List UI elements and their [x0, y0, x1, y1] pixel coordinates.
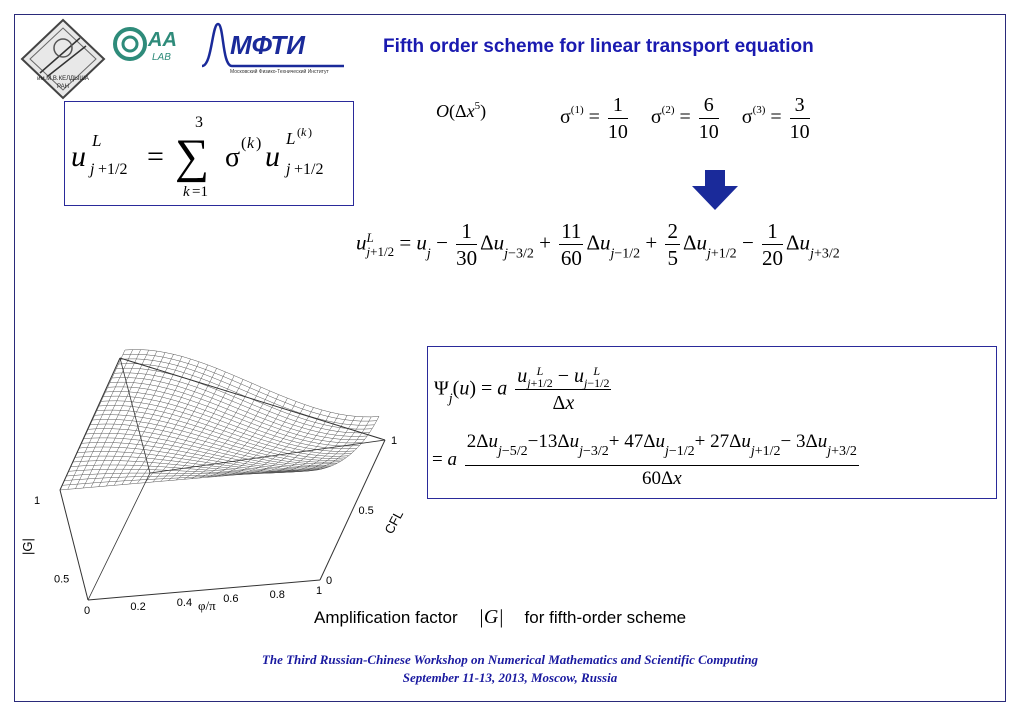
- svg-text:k: k: [247, 135, 255, 152]
- svg-text:k: k: [301, 125, 307, 139]
- x-tick-label: 1: [316, 585, 323, 597]
- caption-symbol: |G|: [478, 606, 504, 628]
- mesh-line: [161, 376, 235, 482]
- svg-text:=1: =1: [192, 184, 208, 200]
- aa-logo-sub: LAB: [152, 52, 171, 63]
- y-tick-labels: [326, 435, 397, 587]
- reconstruction-formula: uL $j+1/2 = u_j$ − $\frac{1}{30}$ $\Delta u_{j-3/2}$ + $\frac{11}{60}$ $\Delta u_{j-1/2}$ + $\frac{2}{5}$ $\Delta u_{j+1/2}$ − $\frac{1}{20}$ $\Delta u_{j+3/2}$: [356, 219, 840, 270]
- sigma-2: $\sigma^{(2)}$ = $\frac{6}{10}$: [650, 94, 719, 143]
- order-formula: $O(\Delta x^5)$: [436, 100, 487, 121]
- svg-text:=: =: [147, 140, 164, 173]
- mesh-line: [110, 382, 362, 443]
- mesh-line: [125, 350, 379, 417]
- svg-text:РАН: РАН: [57, 84, 69, 90]
- psi-line-1: $\Psi_j(u) = a$ u L j+1/2 − u L j−1/2 Δx: [434, 364, 610, 415]
- svg-text:L: L: [286, 129, 296, 148]
- x-tick-label: 0.6: [223, 593, 239, 605]
- sum-definition-formula: [65, 102, 353, 205]
- mesh-line: [112, 378, 365, 440]
- x-tick-label: 0: [84, 605, 91, 617]
- mesh-line: [153, 372, 226, 482]
- axis-cfl-line: [320, 440, 385, 580]
- surface-mesh: [60, 350, 379, 490]
- z-tick-label: 0.5: [54, 573, 70, 586]
- plot-caption: [314, 606, 686, 629]
- axis-phi-line: [88, 580, 323, 600]
- footer-line-2: September 11-13, 2013, Moscow, Russia: [402, 670, 618, 685]
- mesh-line: [108, 387, 360, 446]
- page-title: Fifth order scheme for linear transport equation: [383, 36, 814, 57]
- svg-text:j: j: [286, 161, 291, 178]
- footer-line-1: The Third Russian-Chinese Workshop on Numerical Mathematics and Scientific Computing: [261, 652, 759, 667]
- y-tick-label: 1: [391, 435, 398, 447]
- mesh-line: [199, 395, 278, 478]
- svg-text:σ: σ: [225, 142, 241, 173]
- x-axis-label: φ/π: [198, 598, 216, 613]
- caption-suffix: for fifth-order scheme: [524, 608, 687, 627]
- box-edge: [88, 473, 150, 600]
- svg-text:): ): [308, 125, 312, 139]
- amplification-surface-plot: [20, 340, 420, 625]
- svg-text:+1/2: +1/2: [294, 161, 324, 178]
- y-tick-label: 0: [326, 575, 333, 587]
- mipt-logo-text: МФТИ: [230, 30, 305, 60]
- y-tick-label: 0.5: [358, 505, 374, 517]
- sum-definition-box: [64, 101, 354, 206]
- sigma-1: $\sigma^{(1)}$ = $\frac{1}{10}$: [560, 94, 628, 143]
- sigma-3: $\sigma^{(3)}$ = $\frac{3}{10}$: [741, 94, 810, 143]
- svg-text:L: L: [92, 131, 102, 150]
- mesh-line: [269, 416, 356, 472]
- aa-logo-text: AA: [148, 29, 177, 51]
- mesh-line: [121, 359, 375, 425]
- psi-line-2: = a $\frac{2\Delta u_{j-5/2}-13\Delta u_{j-3/2}+ 47\Delta u_{j-1/2}+ 27\Delta u_{j+1/2}- 3\Delta u_{j+3/2}}{60\Delta x}$: [432, 431, 857, 489]
- box-edge: [120, 358, 385, 440]
- z-tick-label: 1: [34, 495, 41, 507]
- mipt-logo: [198, 20, 348, 74]
- down-arrow-icon: [692, 170, 738, 215]
- y-axis-label: CFL: [381, 507, 407, 537]
- svg-text:(: (: [241, 135, 247, 152]
- mipt-logo-sub: Московский Физико-Технический Институт: [230, 69, 329, 74]
- svg-text:+1/2: +1/2: [98, 161, 128, 178]
- x-tick-label: 0.8: [269, 589, 285, 601]
- z-axis-label: |G|: [20, 538, 35, 555]
- svg-text:им.М.В.КЕЛДЫША: им.М.В.КЕЛДЫША: [37, 76, 89, 82]
- svg-text:u: u: [265, 140, 280, 173]
- z-tick-labels: [34, 495, 69, 586]
- psi-formula-box: [427, 346, 997, 499]
- svg-text:u: u: [71, 140, 86, 173]
- mesh-line: [123, 354, 377, 421]
- svg-text:k: k: [183, 184, 190, 200]
- svg-text:j: j: [90, 161, 95, 178]
- svg-text:∑: ∑: [175, 130, 210, 183]
- keldysh-logo: [20, 18, 106, 100]
- svg-text:3: 3: [195, 114, 203, 131]
- svg-text:(: (: [297, 125, 301, 139]
- caption-prefix: Amplification factor: [314, 608, 458, 627]
- svg-text:): ): [256, 135, 262, 152]
- mesh-line: [106, 354, 173, 486]
- sigma-weights: [560, 92, 813, 145]
- x-tick-label: 0.2: [130, 601, 146, 613]
- aa-lab-logo: [112, 22, 184, 70]
- x-tick-label: 0.4: [176, 597, 193, 609]
